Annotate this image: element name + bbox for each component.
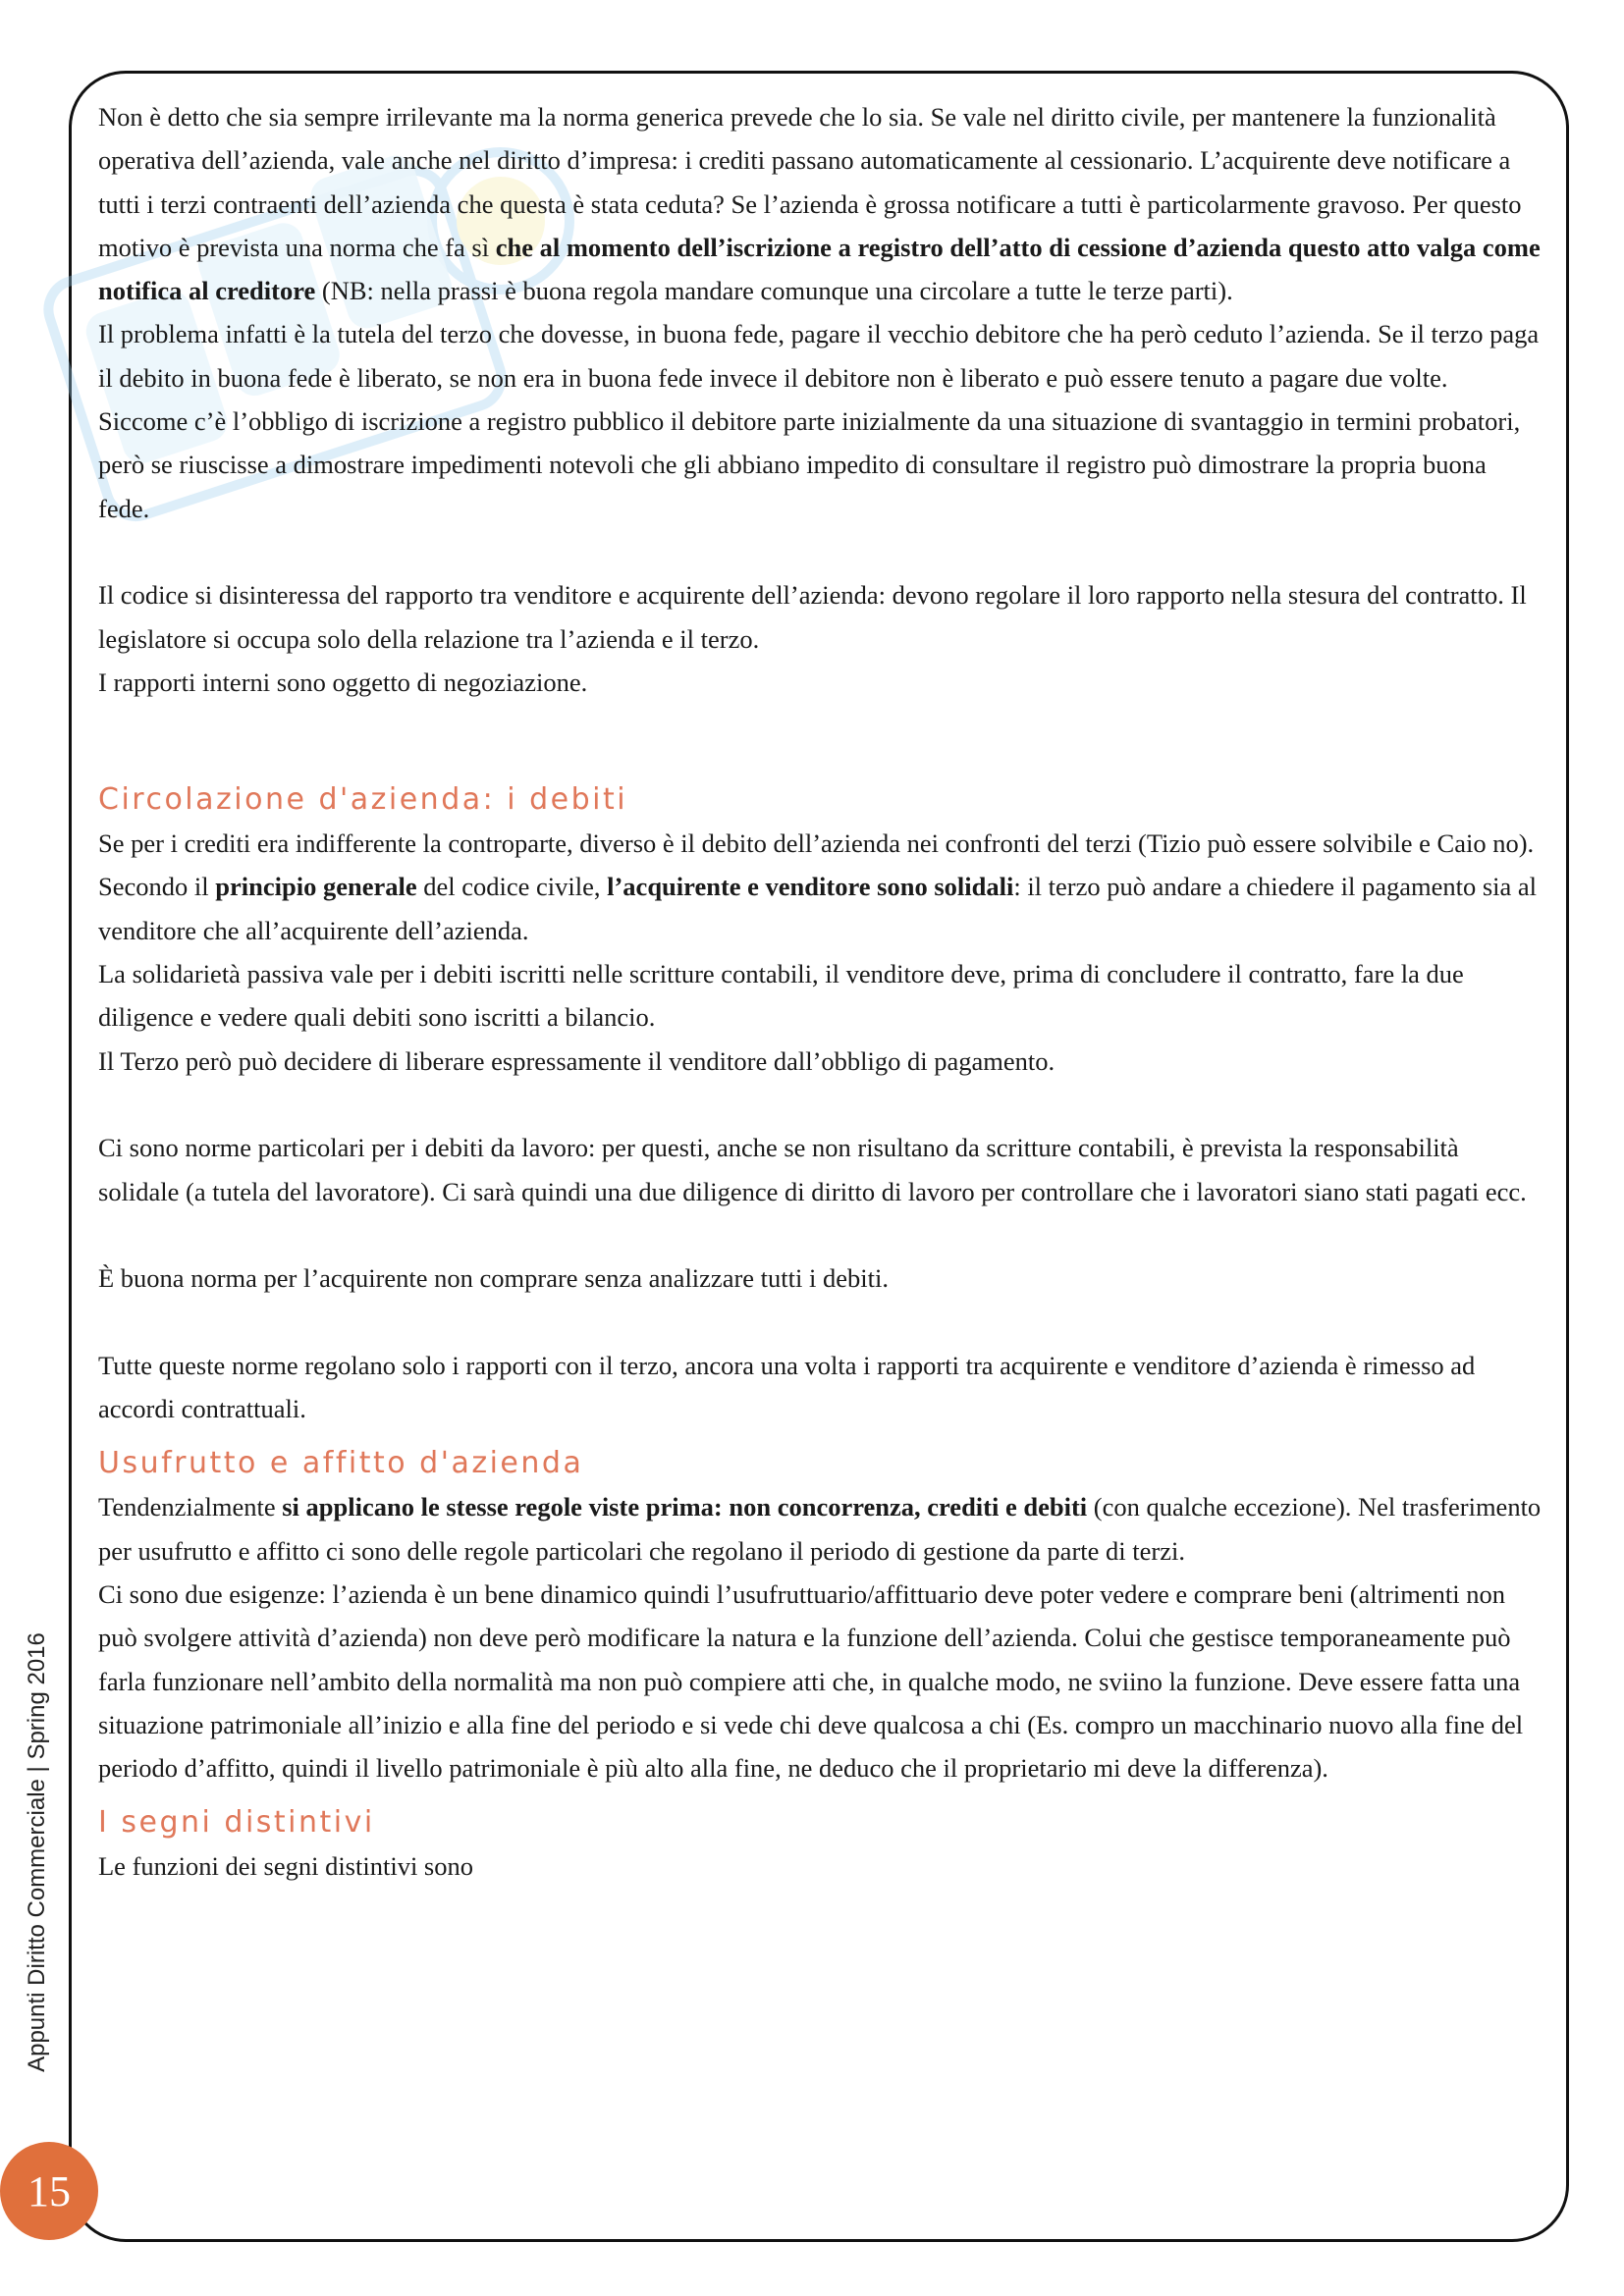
- sidebar-label: [20, 1602, 55, 2103]
- page-number: 15: [27, 2166, 71, 2216]
- paragraph-stesse-regole: Tendenzialmente si applicano le stesse regole viste prima: non concorrenza, crediti e debiti (con qualche eccezione). Nel trasferimento per usufrutto e affitto ci sono delle regole particolari che regolano il periodo di gestione da parte di terzi.: [98, 1492, 1542, 1566]
- section-heading-usufrutto: Usufrutto e affitto d'azienda: [98, 1446, 584, 1481]
- paragraph-norme-terzo: Tutte queste norme regolano solo i rapporti con il terzo, ancora una volta i rapporti tra acquirente e venditore d’azienda è rimesso ad accordi contrattuali.: [98, 1350, 1476, 1424]
- paragraph-liberazione-venditore: Il Terzo però può decidere di liberare espressamente il venditore dall’obbligo di pagamento.: [98, 1045, 1056, 1076]
- paragraph-debiti-lavoro: Ci sono norme particolari per i debiti da lavoro: per questi, anche se non risultano da scritture contabili, è prevista la responsabilità solidale (a tutela del lavoratore). Ci sarà quindi una due diligence di diritto di lavoro per controllare che i lavoratori siano stati pagati ecc.: [98, 1133, 1527, 1206]
- section-heading-segni: I segni distintivi: [98, 1805, 375, 1841]
- paragraph-rapporti-interni: I rapporti interni sono oggetto di negoziazione.: [98, 667, 588, 697]
- paragraph-solidarieta-passiva: La solidarietà passiva vale per i debiti iscritti nelle scritture contabili, il venditore deve, prima di concludere il contratto, fare la due diligence e vedere quali debiti sono iscritti a bilancio.: [98, 959, 1464, 1033]
- paragraph-codice: Il codice si disinteressa del rapporto tra venditore e acquirente dell’azienda: devono regolare il loro rapporto nella stesura del contratto. Il legislatore si occupa solo della relazione tra l’azienda e il terzo.: [98, 580, 1527, 654]
- section-heading-debiti: Circolazione d'azienda: i debiti: [98, 782, 628, 818]
- paragraph-due-esigenze: Ci sono due esigenze: l’azienda è un bene dinamico quindi l’usufruttuario/affittuario deve poter vedere e comprare beni (altrimenti non può svolgere attività d’azienda) non deve però modificare la natura e la funzione dell’azienda. Colui che gestisce temporaneamente può farla funzionare nell’ambito della normalità ma non può compiere atti che, in qualche modo, ne sviino la funzione. Deve essere fatta una situazione patrimoniale all’inizio e alla fine del periodo e si vede chi deve qualcosa a chi (Es. compro un macchinario nuovo alla fine del periodo d’affitto, quindi il livello patrimoniale è più alto alla fine, ne deduco che il proprietario mi deve la differenza).: [98, 1578, 1524, 1784]
- paragraph-buona-norma: È buona norma per l’acquirente non comprare senza analizzare tutti i debiti.: [98, 1263, 889, 1294]
- page-content: [98, 95, 1542, 1889]
- paragraph-tutela-terzo: Il problema infatti è la tutela del terzo che dovesse, in buona fede, pagare il vecchio debitore che ha però ceduto l’azienda. Se il terzo paga il debito in buona fede è liberato, se non era in buona fede invece il debitore non è liberato e può essere tenuto a pagare due volte. Siccome c’è l’obbligo di iscrizione a registro pubblico il debitore parte inizialmente da una situazione di svantaggio in termini probatori, però se riuscisse a dimostrare impedimenti notevoli che gli abbiano impedito di consultare il registro può dimostrare la propria buona fede.: [98, 319, 1540, 523]
- paragraph-debiti-solidali: Se per i crediti era indifferente la controparte, diverso è il debito dell’azienda nei confronti del terzi (Tizio può essere solvibile e Caio no). Secondo il principio generale del codice civile, l’acquirente e venditore sono solidali: il terzo può andare a chiedere il pagamento sia al venditore che all’acquirente dell’azienda.: [98, 828, 1538, 945]
- sidebar-text: Appunti Diritto Commerciale | Spring 2016: [24, 1632, 50, 2072]
- paragraph-funzioni-segni: Le funzioni dei segni distintivi sono: [98, 1851, 473, 1882]
- paragraph-crediti-notifica: Non è detto che sia sempre irrilevante ma la norma generica prevede che lo sia. Se vale nel diritto civile, per mantenere la funzionalità operativa dell’azienda, vale anche nel diritto d’impresa: i crediti passano automaticamente al cessionario. L’acquirente deve notificare a tutti i terzi contraenti dell’azienda che questa è stata ceduta? Se l’azienda è grossa notificare a tutti è particolarmente gravoso. Per questo motivo è prevista una norma che fa sì che al momento dell’iscrizione a registro dell’atto di cessione d’azienda questo atto valga come notifica al creditore (NB: nella prassi è buona regola mandare comunque una circolare a tutte le terze parti).: [98, 102, 1541, 306]
- page-number-badge: [0, 2142, 98, 2240]
